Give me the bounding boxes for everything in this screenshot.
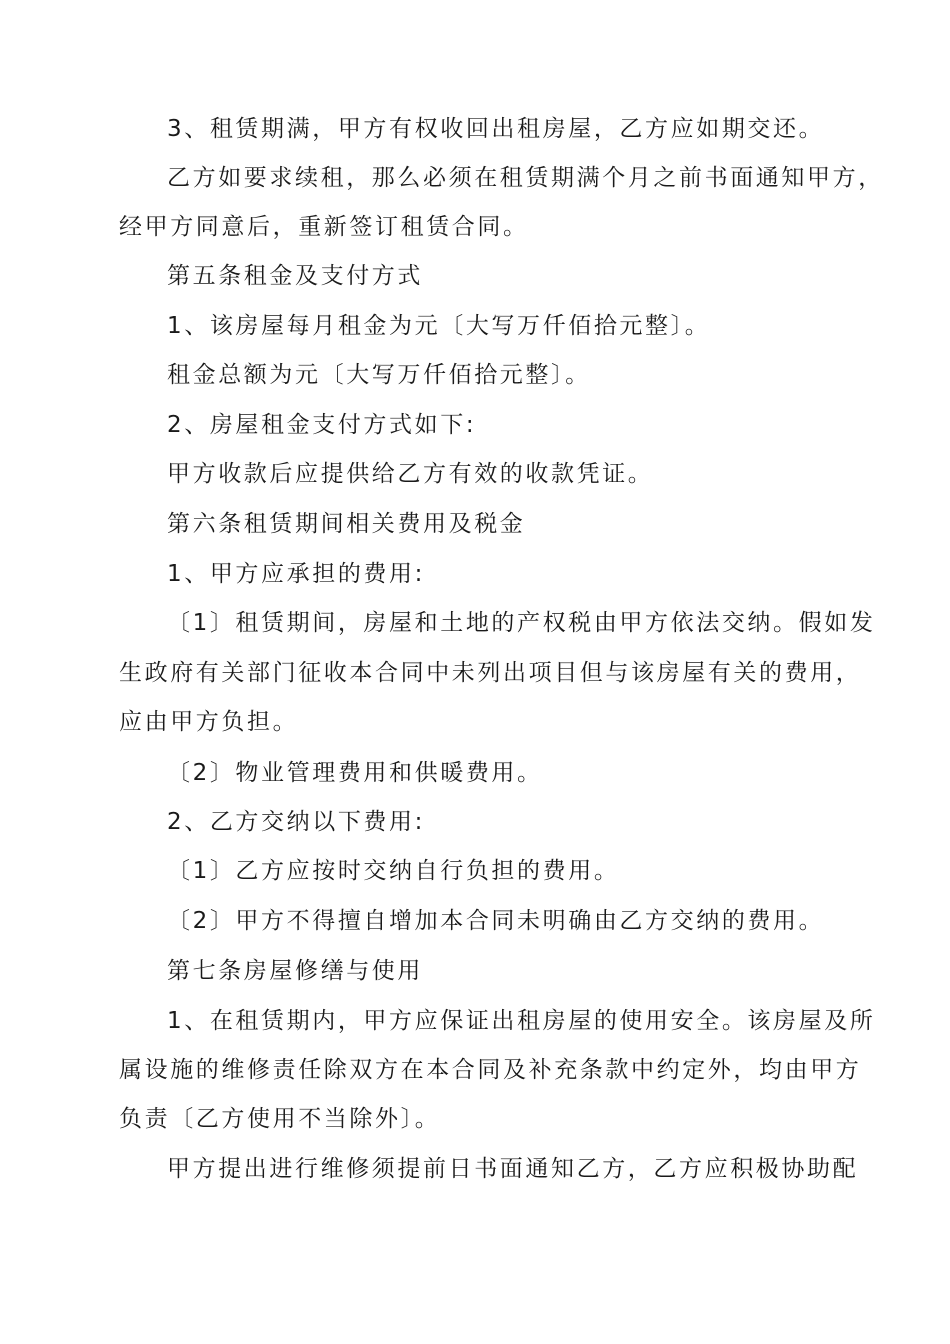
text-line: 2、乙方交纳以下费用: — [167, 809, 425, 835]
text-line: 应由甲方负担。 — [119, 709, 299, 735]
text-line: 1、甲方应承担的费用: — [167, 561, 425, 587]
text-line: 甲方收款后应提供给乙方有效的收款凭证。 — [167, 461, 654, 487]
text-line: 〔1〕租赁期间，房屋和土地的产权税由甲方依法交纳。假如发 — [167, 610, 876, 636]
section-heading: 第七条房屋修缮与使用 — [167, 958, 423, 984]
text-line: 租金总额为元〔大写万仟佰拾元整〕。 — [167, 362, 591, 388]
text-line: 〔2〕甲方不得擅自增加本合同未明确由乙方交纳的费用。 — [167, 908, 825, 934]
text-line: 〔2〕物业管理费用和供暖费用。 — [167, 760, 543, 786]
text-line: 负责〔乙方使用不当除外〕。 — [119, 1106, 441, 1132]
section-heading: 第六条租赁期间相关费用及税金 — [167, 511, 526, 537]
text-line: 1、该房屋每月租金为元〔大写万仟佰拾元整〕。 — [167, 313, 711, 339]
text-line: 生政府有关部门征收本合同中未列出项目但与该房屋有关的费用， — [119, 660, 862, 686]
text-line: 3、租赁期满，甲方有权收回出租房屋，乙方应如期交还。 — [167, 116, 825, 142]
text-line: 1、在租赁期内，甲方应保证出租房屋的使用安全。该房屋及所 — [167, 1008, 876, 1034]
text-line: 乙方如要求续租，那么必须在租赁期满个月之前书面通知甲方， — [167, 165, 884, 191]
section-heading: 第五条租金及支付方式 — [167, 263, 423, 289]
text-line: 属设施的维修责任除双方在本合同及补充条款中约定外，均由甲方 — [119, 1057, 862, 1083]
text-line: 经甲方同意后，重新签订租赁合同。 — [119, 214, 529, 240]
text-line: 2、房屋租金支付方式如下: — [167, 412, 477, 438]
text-line: 〔1〕乙方应按时交纳自行负担的费用。 — [167, 858, 620, 884]
text-line: 甲方提出进行维修须提前日书面通知乙方，乙方应积极协助配 — [167, 1156, 859, 1182]
